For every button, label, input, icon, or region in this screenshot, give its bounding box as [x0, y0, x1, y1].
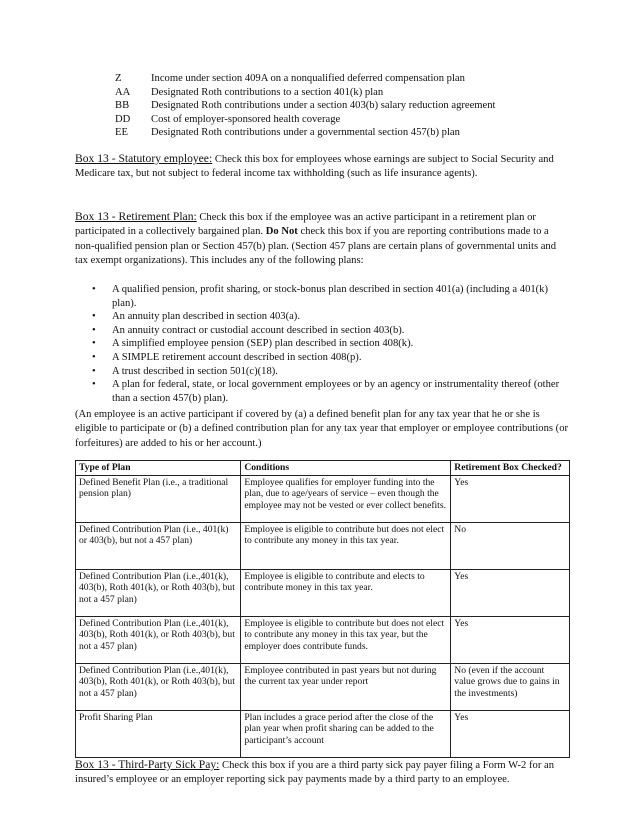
- bullet-icon: •: [92, 311, 96, 323]
- table-cell: No (even if the account value grows due to gains in the investments): [451, 663, 570, 710]
- table-cell: Employee is eligible to contribute but does not elect to contribute any money in this tax year.: [241, 522, 451, 569]
- code-row: [115, 126, 496, 140]
- list-item-text: A simplified employee pension (SEP) plan described in section 408(k).: [112, 338, 414, 350]
- table-cell: Defined Contribution Plan (i.e.,401(k), 403(b), Roth 401(k), or Roth 403(b), but not a 457 plan): [76, 616, 241, 663]
- table-cell: Plan includes a grace period after the close of the plan year when profit sharing can be added to the participant’s account: [241, 710, 451, 757]
- list-item: [92, 337, 570, 351]
- code-description: Cost of employer-sponsored health coverage: [151, 113, 341, 125]
- list-item-text: A SIMPLE retirement account described in section 408(p).: [112, 351, 362, 363]
- table-cell: Yes: [451, 569, 570, 616]
- list-item: [92, 351, 570, 365]
- code-key: BB: [115, 100, 130, 112]
- table-header-row: [76, 461, 570, 476]
- list-item-text: A trust described in section 501(c)(18).: [112, 365, 278, 377]
- table-row: [76, 475, 570, 522]
- list-item: [92, 378, 570, 405]
- code-description: Designated Roth contributions under a governmental section 457(b) plan: [151, 127, 460, 139]
- list-item-text: An annuity contract or custodial account described in section 403(b).: [112, 324, 405, 336]
- table-cell: No: [451, 522, 570, 569]
- table-cell: Employee is eligible to contribute and elects to contribute money in this tax year.: [241, 569, 451, 616]
- third-party-sick-pay-paragraph: [75, 758, 570, 788]
- column-header-conditions: Conditions: [241, 461, 451, 476]
- table-cell: Defined Contribution Plan (i.e.,401(k), 403(b), Roth 401(k), or Roth 403(b), but not a 457 plan): [76, 569, 241, 616]
- code-key: Z: [115, 73, 122, 84]
- code-key: DD: [115, 113, 131, 125]
- table-cell: Yes: [451, 616, 570, 663]
- bullet-icon: •: [92, 379, 96, 391]
- do-not-emphasis: Do Not: [265, 226, 298, 238]
- active-participant-note: (An employee is an active participant if covered by (a) a defined benefit plan for any tax year that he or she is eligible to participate or (b) a defined contribution plan for any tax year that employer or employee contributions (or forfeitures) are added to his or her account.): [75, 409, 569, 449]
- list-item: [92, 365, 570, 379]
- table-cell: Defined Contribution Plan (i.e.,401(k), 403(b), Roth 401(k), or Roth 403(b), but not a 457 plan): [76, 663, 241, 710]
- code-row: [115, 72, 496, 86]
- table-cell: Yes: [451, 710, 570, 757]
- retirement-plan-heading: Box 13 - Retirement Plan:: [75, 210, 197, 223]
- list-item-text: A plan for federal, state, or local government employees or by an agency or instrumentality thereof (other than a section 457(b) plan).: [112, 379, 560, 404]
- list-item: [92, 324, 570, 338]
- bullet-icon: •: [92, 338, 96, 350]
- table-cell: Profit Sharing Plan: [76, 710, 241, 757]
- table-row: [76, 569, 570, 616]
- table-cell: Defined Benefit Plan (i.e., a traditional pension plan): [76, 475, 241, 522]
- code-description: Designated Roth contributions to a section 401(k) plan: [151, 86, 384, 98]
- bullet-icon: •: [92, 284, 96, 295]
- retirement-plan-text: Check this box if the employee was an active participant in a retirement plan or participated in a collectively bargained plan.: [75, 212, 536, 238]
- code-row: [115, 86, 496, 100]
- retirement-plan-table: [75, 460, 570, 758]
- bullet-icon: •: [92, 324, 96, 336]
- table-cell: Employee is eligible to contribute but does not elect to contribute any money in this tax year, but the employer does contribute funds.: [241, 616, 451, 663]
- table-cell: Employee contributed in past years but not during the current tax year under report: [241, 663, 451, 710]
- table-cell: Employee qualifies for employer funding into the plan, due to age/years of service – even though the employee may not be vested or ever collect benefits.: [241, 475, 451, 522]
- table-cell: Yes: [451, 475, 570, 522]
- list-item-text: An annuity plan described in section 403(a).: [112, 311, 300, 323]
- box12-code-list: [115, 72, 496, 140]
- third-party-sick-pay-text: Check this box if you are a third party sick pay payer filing a Form W-2 for an insured’s employee or an employer reporting sick pay payments made by a third party to an employee.: [75, 760, 554, 786]
- retirement-plan-paragraph: [75, 210, 570, 268]
- code-key: AA: [115, 86, 131, 98]
- table-row: [76, 522, 570, 569]
- third-party-sick-pay-heading: Box 13 - Third-Party Sick Pay:: [75, 758, 220, 771]
- list-item-text: A qualified pension, profit sharing, or stock-bonus plan described in section 401(a) (including a 401(k) plan).: [112, 284, 549, 309]
- code-row: [115, 99, 496, 113]
- column-header-type-of-plan: Type of Plan: [76, 461, 241, 476]
- list-item: [92, 283, 570, 310]
- statutory-employee-text: Check this box for employees whose earnings are subject to Social Security and Medicare tax, but not subject to federal income tax withholding (such as life insurance agents).: [75, 154, 554, 180]
- qualifying-plans-list: [92, 283, 570, 405]
- code-description: Designated Roth contributions under a section 403(b) salary reduction agreement: [151, 100, 496, 112]
- code-description: Income under section 409A on a nonqualified deferred compensation plan: [151, 73, 465, 84]
- column-header-retirement-box-checked: Retirement Box Checked?: [451, 461, 570, 476]
- table-row: [76, 616, 570, 663]
- code-row: [115, 113, 496, 127]
- table-row: [76, 663, 570, 710]
- table-cell: Defined Contribution Plan (i.e., 401(k) or 403(b), but not a 457 plan): [76, 522, 241, 569]
- bullet-icon: •: [92, 351, 96, 363]
- bullet-icon: •: [92, 365, 96, 377]
- list-item: [92, 310, 570, 324]
- retirement-plan-text-cont: check this box if you are reporting contributions made to a non-qualified pension plan or Section 457(b) plan. (Section 457 plans are certain plans of governmental units and tax exempt organizations). This includes any of the following plans:: [75, 226, 557, 266]
- statutory-employee-heading: Box 13 - Statutory employee:: [75, 152, 213, 165]
- table-row: [76, 710, 570, 757]
- statutory-employee-paragraph: [75, 152, 570, 182]
- code-key: EE: [115, 127, 128, 139]
